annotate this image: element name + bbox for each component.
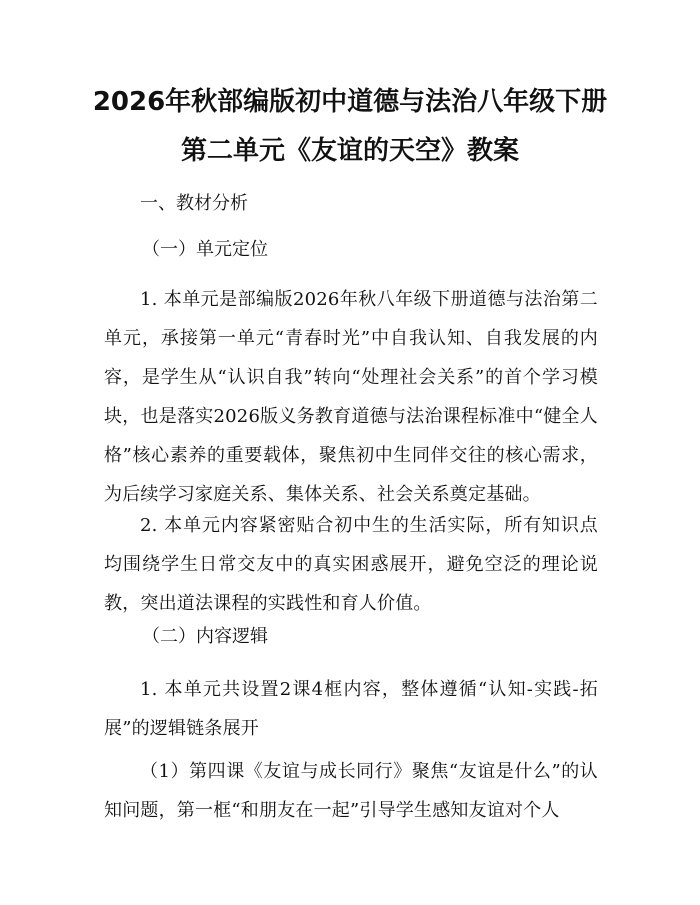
subsection-heading-content-logic: （二）内容逻辑 (142, 626, 268, 647)
subsection-heading-unit-positioning: （一）单元定位 (142, 239, 268, 260)
paragraph-unit-positioning-2: 2. 本单元内容紧密贴合初中生的生活实际，所有知识点均围绕学生日常交友中的真实困惑展开，避免空泛的理论说教，突出道法课程的实践性和育人价值。 (104, 515, 598, 614)
paragraph-unit-positioning-1: 1. 本单元是部编版2026年秋八年级下册道德与法治第二单元，承接第一单元“青春时光”中自我认知、自我发展的内容，是学生从“认识自我”转向“处理社会关系”的首个学习模块，也是落实2026版义务教育道德与法治课程标准中“健全人格”核心素养的重要载体，聚焦初中生同伴交往的核心需求，为后续学习家庭关系、集体关系、社会关系奠定基础。 (104, 289, 598, 505)
section-heading-textbook-analysis: 一、教材分析 (140, 193, 248, 214)
paragraph-content-logic-lesson4: （1）第四课《友谊与成长同行》聚焦“友谊是什么”的认知问题，第一框“和朋友在一起”引导学生感知友谊对个人 (104, 761, 598, 821)
document-title-line2: 第二单元《友谊的天空》教案 (180, 136, 519, 166)
document-title-line1: 2026年秋部编版初中道德与法治八年级下册 (92, 87, 608, 117)
paragraph-content-logic-1: 1. 本单元共设置2课4框内容，整体遵循“认知-实践-拓展”的逻辑链条展开 (104, 679, 598, 739)
